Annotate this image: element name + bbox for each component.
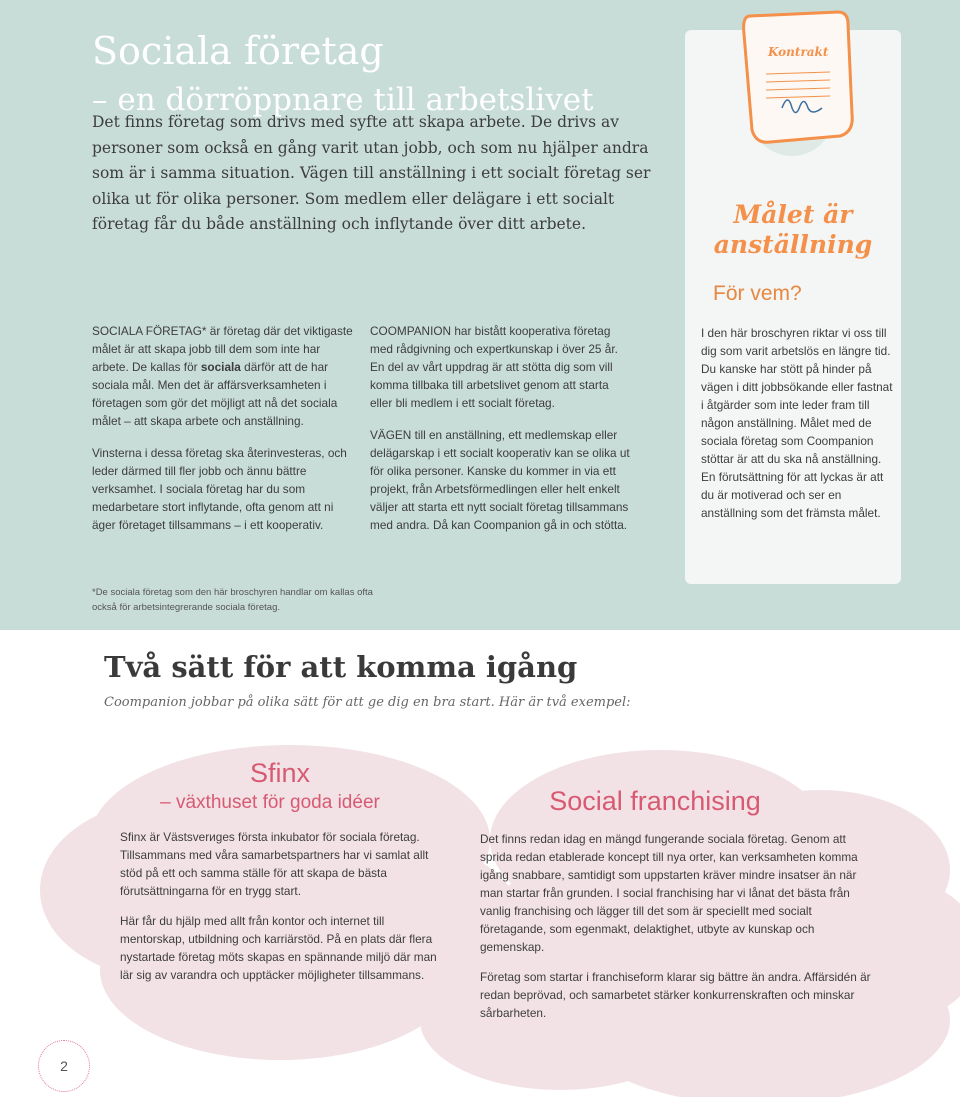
col2-paragraph-2: VÄGEN till en anställning, ett medlemskap eller delägarskap i ett socialt kooperativ kan se olika ut för olika personer. Kanske du kommer in via ett projekt, från Arbetsförmedlingen eller helt enkelt väljer att starta ett nytt socialt företag tillsammans med andra. Då kan Coompanion gå in och stötta. <box>370 428 630 532</box>
social-franchising-text <box>480 830 875 1034</box>
sidebar-body: I den här broschyren riktar vi oss till dig som varit arbetslös en längre tid. Du kanske har stött på hinder på vägen i ditt jobbsökande eller fastnat i åtgärder som inte leder fram till någon anställning. Målet med de sociala företag som Coompanion stöttar är att du ska nå anställning. En förutsättning för att lyckas är att du är motiverad och ser en anställning som det främsta målet. <box>701 326 893 520</box>
footnote: *De sociala företag som den här broschyren handlar om kallas ofta också för arbetsintegrerande sociala företag. <box>92 587 373 613</box>
section-title: Två sätt för att komma igång <box>104 650 578 684</box>
sfinx-paragraph-2: Här får du hjälp med allt från kontor och internet till mentorskap, utbildning och karriärstöd. På en plats där flera nystartade företag möts skapas en spännande miljö där man lär sig av varandra och upptäcker möjligheter tillsammans. <box>120 914 437 982</box>
column-coompanion <box>370 322 632 548</box>
col1-paragraph-1: SOCIALA FÖRETAG* är företag där det viktigaste målet är att skapa jobb till dem som inte har arbete. De kallas för sociala därför att de har sociala mål. Men det är affärsverksamheten i företagen som gör det möjligt att nå det sociala målet – att skapa arbete och anställning. <box>92 324 353 428</box>
sfinx-text <box>120 828 450 996</box>
goal-heading: Målet är anställning <box>713 200 873 259</box>
page-number: 2 <box>38 1040 90 1092</box>
page-title: Sociala företag <box>92 29 384 73</box>
col1-paragraph-2: Vinsterna i dessa företag ska återinvesteras, och leder därmed till fler jobb och ännu bättre verksamhet. I sociala företag har du som medarbetare stort inflytande, ofta genom att ni äger företaget tillsammans – i ett kooperativ. <box>92 446 347 532</box>
sfinx-title: Sfinx <box>249 758 311 788</box>
contract-scroll-icon <box>730 4 860 164</box>
sfinx-paragraph-1: Sfinx är Västsverиges första inkubator för sociala företag. Tillsammans med våra samarbetspartners har vi samlat allt stöd på ett och samma ställe för att skapa de bästa förutsättningarna för en trygg start. <box>120 830 429 898</box>
section-subtitle: Coompanion jobbar på olika sätt för att ge dig en bra start. Här är två exempel: <box>104 695 631 710</box>
contract-label: Kontrakt <box>768 45 829 59</box>
col2-paragraph-1: COOMPANION har bistått kooperativa företag med rådgivning och expertkunskap i över 25 år. En del av vårt uppdrag är att stötta dig som vill komma tillbaka till arbetslivet genom att starta eller bli medlem i ett socialt företag. <box>370 324 618 410</box>
column-sociala-foretag <box>92 322 354 548</box>
for-vem-heading: För vem? <box>713 282 802 305</box>
page-subtitle: – en dörröppnare till arbetslivet <box>92 82 594 118</box>
intro-paragraph: Det finns företag som drivs med syfte att skapa arbete. De drivs av personer som också en gång varit utan jobb, och som nu hjälper andra som är i samma situation. Vägen till anställning i ett socialt företag ser olika ut för olika personer. Som medlem eller delägare i ett socialt företag får du både anställning och inflytande över ditt arbete. <box>92 113 651 233</box>
sfinx-subtitle: – växthuset för goda idéer <box>160 792 380 813</box>
franchising-paragraph-1: Det finns redan idag en mängd fungerande sociala företag. Genom att sprida redan etablerade koncept till nya orter, kan verksamheten komma igång snabbare, samtidigt som uppstarten kräver mindre insatser än när man startar från grunden. I social franchising har vi lånat det bästa från vanlig franchising och lägger till det som är speciellt med socialt företagande, som egenmakt, delaktighet, utbyte av kunskap och gemenskap. <box>480 832 858 954</box>
franchising-paragraph-2: Företag som startar i franchiseform klarar sig bättre än andra. Affärsidén är redan beprövad, och samarbetet stärker konkurrenskraften och minskar sårbarheten. <box>480 970 871 1020</box>
sidebar-for-vem <box>685 30 901 584</box>
social-franchising-title: Social franchising <box>549 786 761 816</box>
